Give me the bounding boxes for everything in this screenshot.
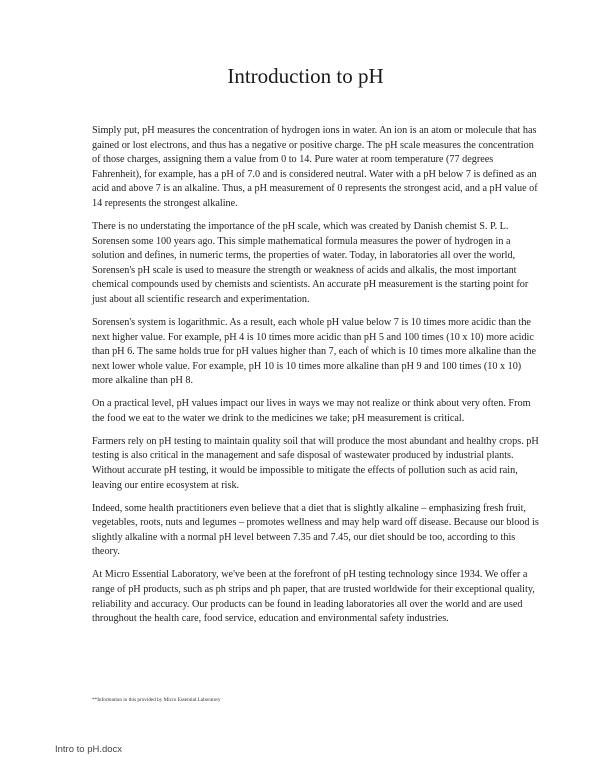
document-title: Introduction to pH: [227, 64, 384, 88]
paragraph: Indeed, some health practitioners even believe that a diet that is slightly alkaline – emphasizing fresh fruit, vegetables, roots, nuts and legumes – promotes wellness and may help ward off disease. Because our blood is slightly alkaline with a normal pH level between 7.35 and 7.45, our diet should be too, according to this theory.: [92, 502, 539, 558]
paragraph: At Micro Essential Laboratory, we've been at the forefront of pH testing technology since 1934. We offer a range of pH products, such as ph strips and ph paper, that are trusted worldwide for their exceptional quality, reliability and accuracy. Our products can be found in leading laboratories all over the world and are used throughout the health care, food service, education and environmental safety industries.: [92, 569, 535, 625]
paragraph: Farmers rely on pH testing to maintain quality soil that will produce the most abundant and healthy crops. pH testing is also critical in the management and safe disposal of wastewater produced by industrial plants. Without accurate pH testing, it would be impossible to mitigate the effects of pollution such as acid rain, leaving our entire ecosystem at risk.: [92, 435, 539, 491]
paragraph: There is no understating the importance of the pH scale, which was created by Danish chemist S. P. L. Sorensen some 100 years ago. This simple mathematical formula measures the power of hydrogen in a solution and defines, in numeric terms, the properties of water. Today, in laboratories all over the world, Sorensen's pH scale is used to measure the strength or weakness of acids and alkalis, the most important chemical compounds used by chemists and scientists. An accurate pH measurement is the starting point for just about all scientific research and experimentation.: [92, 220, 529, 305]
paragraph: Sorensen's system is logarithmic. As a result, each whole pH value below 7 is 10 times more acidic than the next higher value. For example, pH 4 is 10 times more acidic than pH 5 and 100 times (10 x 10) more acidic than pH 6. The same holds true for pH values higher than 7, each of which is 10 times more alkaline than the next lower whole value. For example, pH 10 is 10 times more alkaline than pH 9 and 100 times (10 x 10) more alkaline than pH 8.: [92, 316, 536, 387]
paragraph: On a practical level, pH values impact our lives in ways we may not realize or think about very often. From the food we eat to the water we drink to the medicines we take; pH measurement is critical.: [92, 398, 531, 424]
file-name-label: Intro to pH.docx: [55, 744, 123, 755]
paragraph: Simply put, pH measures the concentration of hydrogen ions in water. An ion is an atom or molecule that has gained or lost electrons, and thus has a negative or positive charge. The pH scale measures the concentration of those charges, assigning them a value from 0 to 14. Pure water at room temperature (77 degrees Fahrenheit), for example, has a pH of 7.0 and is considered neutral. Water with a pH below 7 is defined as an acid and above 7 is an alkaline. Thus, a pH measurement of 0 represents the strongest acid, and a pH value of 14 represents the strongest alkaline.: [92, 125, 538, 209]
footnote: **Information in this provided by Micro Essential Laboratory: [92, 697, 221, 703]
document-body: [92, 124, 544, 635]
